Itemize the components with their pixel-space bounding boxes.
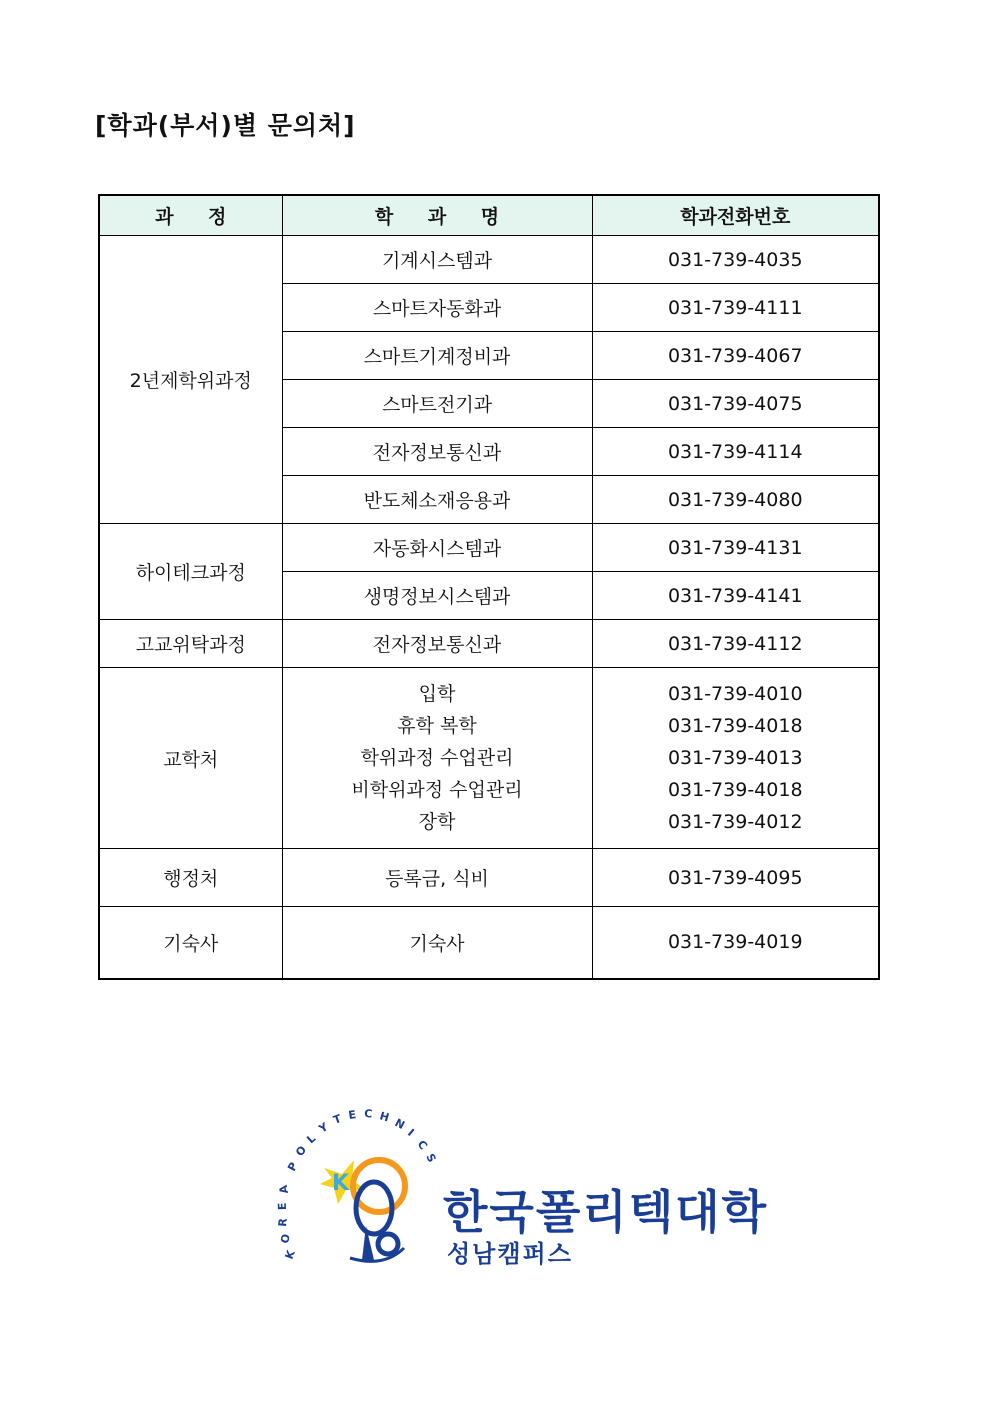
svg-text:C: C: [414, 1137, 430, 1153]
phone-line: 031-739-4018: [667, 715, 803, 737]
dept-line: 장학: [418, 811, 456, 833]
dept-cell: 기계시스템과: [282, 236, 592, 284]
blue-ring-small: [378, 1234, 398, 1254]
orange-ring: [353, 1160, 405, 1212]
svg-text:K: K: [282, 1248, 298, 1262]
svg-text:S: S: [423, 1151, 439, 1165]
svg-text:I: I: [405, 1126, 417, 1139]
table-row: [99, 907, 879, 979]
svg-text:L: L: [304, 1131, 319, 1147]
svg-text:P: P: [285, 1160, 301, 1174]
course-cell: 하이테크과정: [99, 524, 282, 620]
svg-text:O: O: [278, 1232, 293, 1245]
course-cell: 2년제학위과정: [99, 236, 282, 524]
header-dept: 학 과 명: [282, 195, 592, 236]
dept-line: 학위과정 수업관리: [360, 747, 514, 769]
dept-cell: 전자정보통신과: [282, 620, 592, 668]
svg-text:Y: Y: [316, 1120, 331, 1136]
phone-line: 031-739-4012: [667, 811, 803, 833]
table-row: [99, 524, 879, 572]
phone-cell: 031-739-4075: [592, 380, 879, 428]
dept-cell: 기숙사: [282, 907, 592, 979]
phone-cell: 031-739-4095: [592, 849, 879, 907]
logo-campus: 성남캠퍼스: [447, 1240, 573, 1268]
contact-table: [98, 194, 880, 980]
table-row: [99, 849, 879, 907]
dept-cell: 스마트자동화과: [282, 284, 592, 332]
phone-cell: 031-739-4019: [592, 907, 879, 979]
table-row: [99, 668, 879, 849]
phone-cell: 031-739-4111: [592, 284, 879, 332]
course-cell: 고교위탁과정: [99, 620, 282, 668]
phone-line: 031-739-4018: [667, 779, 803, 801]
k-letter: K: [332, 1171, 350, 1196]
table-row: [99, 620, 879, 668]
course-cell: 기숙사: [99, 907, 282, 979]
dept-line: 휴학 복학: [397, 715, 477, 737]
phone-line: 031-739-4013: [667, 747, 803, 769]
table-row: [99, 236, 879, 284]
dept-cell: 등록금, 식비: [282, 849, 592, 907]
phone-cell: [592, 668, 879, 849]
svg-text:R: R: [276, 1217, 290, 1228]
svg-text:E: E: [347, 1108, 357, 1122]
dept-line: 입학: [418, 683, 456, 705]
svg-text:A: A: [276, 1184, 291, 1195]
header-course: 과 정: [99, 195, 282, 236]
dept-cell: 생명정보시스템과: [282, 572, 592, 620]
dept-line: 비학위과정 수업관리: [351, 779, 523, 801]
dept-cell: 반도체소재응용과: [282, 476, 592, 524]
dept-cell: 자동화시스템과: [282, 524, 592, 572]
dept-lines: [283, 678, 592, 838]
phone-cell: 031-739-4112: [592, 620, 879, 668]
phone-cell: 031-739-4131: [592, 524, 879, 572]
course-cell: 행정처: [99, 849, 282, 907]
dept-cell: 스마트기계정비과: [282, 332, 592, 380]
logo-name: 한국폴리텍대학: [443, 1185, 769, 1239]
phone-lines: [593, 678, 879, 838]
svg-text:N: N: [392, 1116, 407, 1132]
phone-line: 031-739-4010: [667, 683, 803, 705]
phone-cell: 031-739-4067: [592, 332, 879, 380]
page-title: [학과(부서)별 문의처]: [95, 111, 356, 140]
phone-cell: 031-739-4080: [592, 476, 879, 524]
svg-text:C: C: [363, 1107, 373, 1121]
table-header-row: [99, 195, 879, 236]
phone-cell: 031-739-4035: [592, 236, 879, 284]
course-cell: 교학처: [99, 668, 282, 849]
svg-text:O: O: [293, 1143, 310, 1159]
phone-cell: 031-739-4114: [592, 428, 879, 476]
dept-cell: [282, 668, 592, 849]
header-phone: 학과전화번호: [592, 195, 879, 236]
dept-cell: 전자정보통신과: [282, 428, 592, 476]
dept-cell: 스마트전기과: [282, 380, 592, 428]
svg-text:E: E: [275, 1202, 289, 1211]
svg-text:T: T: [331, 1112, 344, 1127]
svg-text:H: H: [378, 1109, 391, 1125]
phone-cell: 031-739-4141: [592, 572, 879, 620]
